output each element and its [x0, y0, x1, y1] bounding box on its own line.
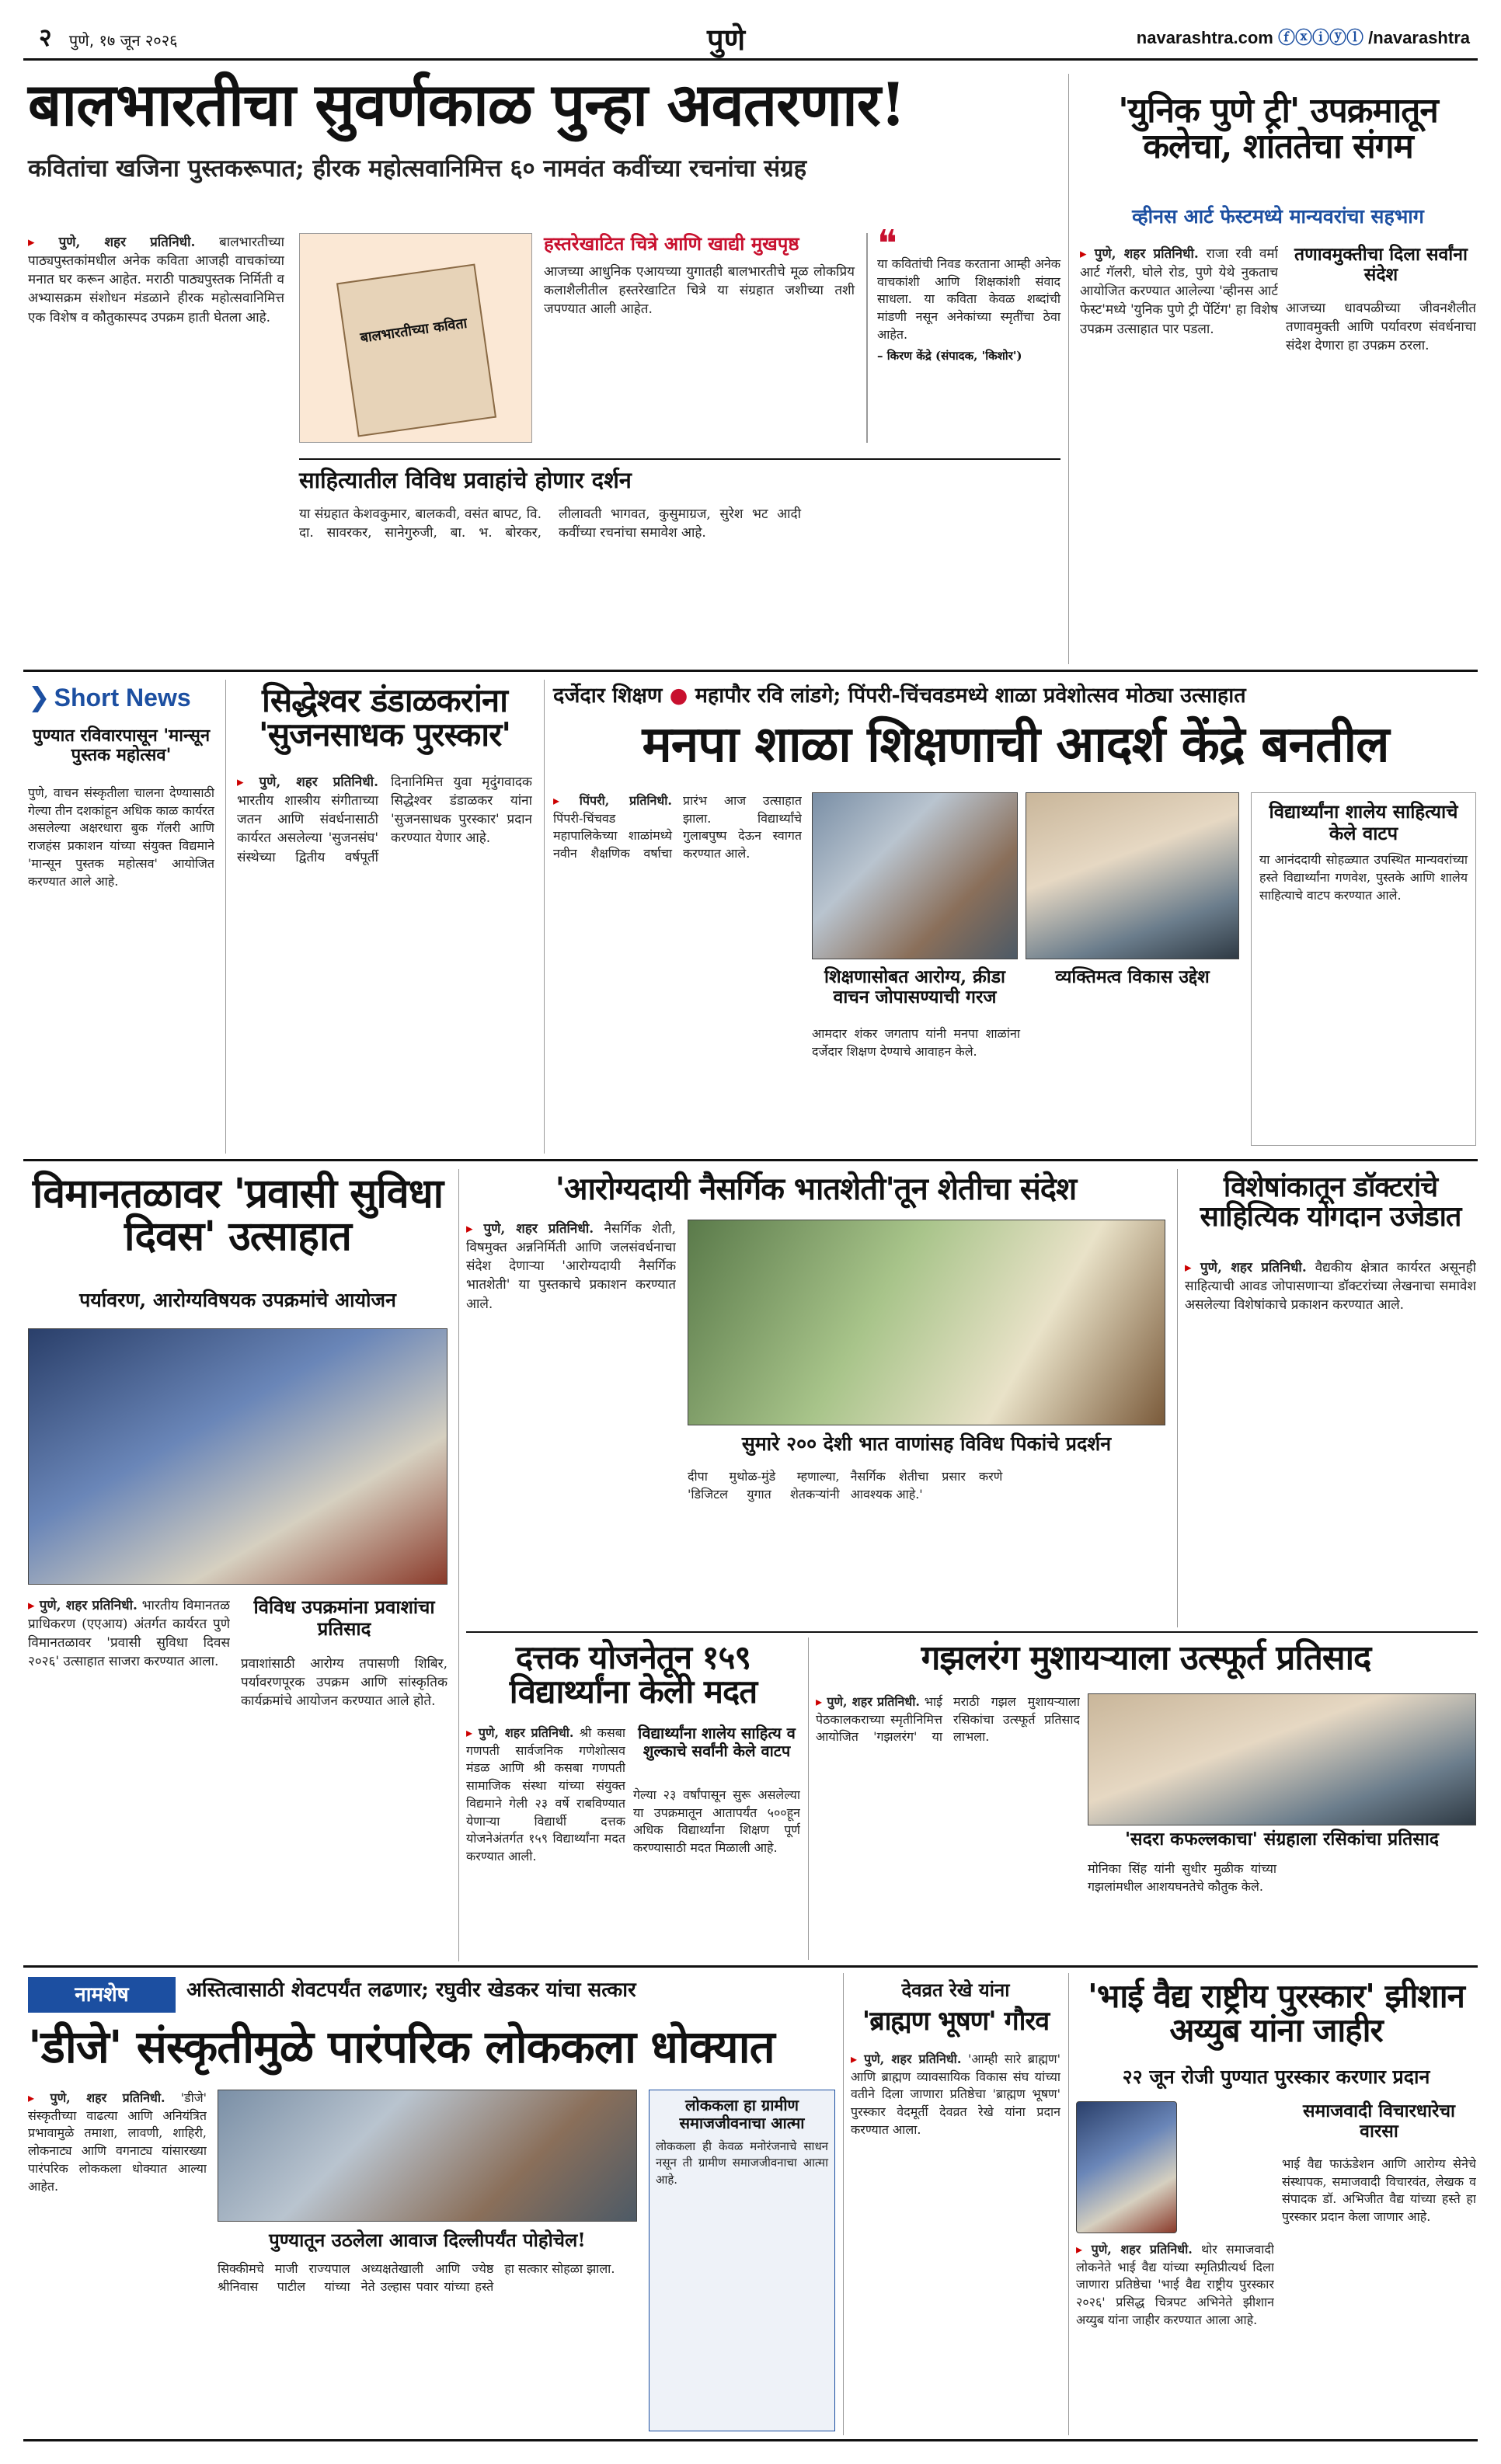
section-rule [466, 1631, 1478, 1633]
quote-icon: ❝ [877, 222, 897, 266]
pcmc-kicker: दर्जेदार शिक्षण ● महापौर रवि लांडगे; पिंपरी-चिंचवडमध्ये शाळा प्रवेशोत्सव मोठ्या उत्साहात [553, 684, 1246, 708]
folk-text: ▸ पुणे, शहर प्रतिनिधी. 'डीजे' संस्कृतीच्या वाढत्या आणि अनियंत्रित प्रभावामुळे तमाशा, लावणी, शाहिरी, लोकनाट्य आणि वगनाट्य यांसारख्या पारंपरिक लोककला धोक्यात आल्या आहेत. [28, 2090, 207, 2431]
airport-side-text: प्रवाशांसाठी आरोग्य तपासणी शिबिर, पर्यावरणपूरक उपक्रम आणि सांस्कृतिक कार्यक्रमांचे आयोजन करण्यात आले होते. [241, 1656, 448, 1710]
page-city: पुणे [707, 22, 746, 57]
airport-photo [28, 1328, 448, 1585]
folk-side-text: सिक्कीमचे माजी राज्यपाल श्रीनिवास पाटील यांच्या अध्यक्षतेखाली आणि ज्येष्ठ नेते उल्हास पवार यांच्या हस्ते हा सत्कार सोहळा झाला. [218, 2261, 615, 2294]
vaidya-subhead: २२ जून रोजी पुण्यात पुरस्कार करणार प्रदान [1122, 2066, 1430, 2088]
column-divider [808, 1637, 809, 1960]
column-divider [458, 1169, 459, 1961]
brahman-kicker: देवव्रत रेखे यांना [901, 1979, 1010, 2001]
short-news-label: ❯ Short News [28, 682, 191, 713]
vaidya-text: ▸ पुणे, शहर प्रतिनिधी. थोर समाजवादी लोकनेते भाई वैद्य यांच्या स्मृतिप्रीत्यर्थ दिला जाणारा प्रतिष्ठेचा 'भाई वैद्य राष्ट्रीय पुरस्कार २०२६' प्रसिद्ध चित्रपट अभिनेते झीशान अय्युब यांना जाहीर करण्यात आला आहे. [1076, 2241, 1274, 2431]
folk-box [649, 2090, 835, 2431]
vaidya-headline: 'भाई वैद्य राष्ट्रीय पुरस्कार' झीशान अय्युब यांना जाहीर [1088, 1977, 1464, 2050]
vaidya-portrait [1076, 2101, 1177, 2233]
brahman-headline: 'ब्राह्मण भूषण' गौरव [862, 2006, 1050, 2037]
airport-side-title: विविध उपक्रमांना प्रवाशांचा प्रतिसाद [253, 1596, 435, 1640]
page-number-date: २ पुणे, १७ जून २०२६ [39, 23, 178, 52]
pcmc-photo-2 [1026, 792, 1239, 959]
siddheshwar-headline: सिद्धेश्वर डंडाळकरांना 'सुजनसाधक पुरस्कार' [258, 681, 511, 754]
short-news-headline: पुण्यात रविवारपासून 'मान्सून पुस्तक महोत्सव' [32, 726, 211, 766]
quote-text: या कवितांची निवड करताना आम्ही अनेक वाचकांशी आणि शिक्षकांशी संवाद साधला. या कविता केवळ शब्दांची मांडणी नसून अनेकांच्या स्मृतींचा ठेवा आहेत. [877, 256, 1060, 342]
tension-free-title: तणावमुक्तीचा दिला सर्वांना संदेश [1294, 244, 1468, 286]
handdrawn-box-text: आजच्या आधुनिक एआयच्या युगातही बालभारतीचे मूळ लोकप्रिय कलाशैलीतील हस्तरेखाटित चित्रे या संग्रहात जशीच्या तशी जपण्यात आली आहेत. [544, 263, 855, 317]
page-header [23, 14, 1478, 61]
airport-headline: विमानतळावर 'प्रवासी सुविधा दिवस' उत्साहात [32, 1170, 444, 1260]
book-title: बालभारतीच्या कविता [359, 315, 468, 346]
pcmc-caption-text: आमदार शंकर जगताप यांनी मनपा शाळांना दर्जेदार शिक्षण देण्याचे आवाहन केले. [812, 1026, 1020, 1059]
vaidya-side-text: भाई वैद्य फाऊंडेशन आणि आरोग्य सेनेचे संस्थापक, समाजवादी विचारवंत, लेखक व संपादक डॉ. अभिजीत वैद्य यांच्या हस्ते हा पुरस्कार प्रदान केला जाणार आहे. [1282, 2156, 1476, 2225]
folk-photo [218, 2090, 637, 2222]
pcmc-caption-2: व्यक्तिमत्व विकास उद्देश [1055, 966, 1210, 987]
lead-subhead: कवितांचा खजिना पुस्तकरूपात; हीरक महोत्सवानिमित्त ६० नामवंत कवींच्या रचनांचा संग्रह [28, 155, 807, 183]
adoption-text: ▸ पुणे, शहर प्रतिनिधी. श्री कसबा गणपती सार्वजनिक गणेशोत्सव मंडळ आणि श्री कसबा गणपती सामाजिक संस्था यांच्या संयुक्त विद्यमाने गेली २३ वर्षे राबविण्यात येणाऱ्या विद्यार्थी दत्तक योजनेअंतर्गत १५९ विद्यार्थ्यांना मदत करण्यात आली. [466, 1724, 625, 1958]
bottom-rule [23, 2439, 1478, 2441]
folk-side-title: पुण्यातून उठलेला आवाज दिल्लीपर्यंत पोहोचेल! [269, 2229, 586, 2251]
ghazal-text: ▸ पुणे, शहर प्रतिनिधी. भाई पेठकालकराच्या स्मृतीनिमित्त आयोजित 'गझलरंग' या मराठी गझल मुशायऱ्याला रसिकांचा उत्स्फूर्त प्रतिसाद लाभला. [816, 1693, 1080, 1958]
adoption-side-title: विद्यार्थ्यांना शालेय साहित्य व शुल्काचे सर्वांनी केले वाटप [638, 1724, 796, 1760]
handdrawn-box-title: हस्तरेखाटित चित्रे आणि खाद्यी मुखपृष्ठ [544, 232, 799, 255]
column-divider [843, 1973, 844, 2435]
unique-tree-subhead: व्हीनस आर्ट फेस्टमध्ये मान्यवरांचा सहभाग [1132, 205, 1424, 228]
unique-tree-text: ▸ पुणे, शहर प्रतिनिधी. राजा रवी वर्मा आर्ट गॅलरी, घोले रोड, पुणे येथे नुकताच आयोजित करण्यात आलेल्या 'व्हीनस आर्ट फेस्ट'मध्ये 'युनिक पुणे ट्री पेंटिंग' हा विशेष उपक्रम उत्साहात पार पडला. [1080, 245, 1278, 656]
doctors-headline: विशेषांकातून डॉक्टरांचे साहित्यिक योगदान उजेडात [1200, 1171, 1461, 1233]
chevron-right-icon: ❯ [28, 682, 50, 713]
column-divider [1068, 1973, 1069, 2435]
ghazal-caption: 'सदरा कफल्लकाचा' संग्रहाला रसिकांचा प्रतिसाद [1125, 1829, 1439, 1850]
farming-caption: सुमारे २०० देशी भात वाणांसह विविध पिकांचे प्रदर्शन [741, 1432, 1112, 1455]
ghazal-caption-text: मोनिका सिंह यांनी सुधीर मुळीक यांच्या गझलांमधील आशयघनतेचे कौतुक केले. [1088, 1861, 1276, 1894]
pcmc-caption-1: शिक्षणासोबत आरोग्य, क्रीडा वाचन जोपासण्याची गरज [824, 966, 1005, 1008]
adoption-headline: दत्तक योजनेतून १५९ विद्यार्थ्यांना केली मदत [509, 1638, 757, 1711]
handdrawn-box [544, 233, 855, 443]
folk-box-text: लोककला ही केवळ मनोरंजनाचे साधन नसून ती ग्रामीण समाजजीवनाचा आत्मा आहे. [656, 2139, 828, 2187]
ghazal-photo [1088, 1693, 1476, 1825]
airport-text: ▸ पुणे, शहर प्रतिनिधी. भारतीय विमानतळ प्राधिकरण (एएआय) अंतर्गत कार्यरत पुणे विमानतळावर 'प्रवासी सुविधा दिवस २०२६' उत्साहात साजरा करण्यात आला. [28, 1596, 230, 1954]
pcmc-text: ▸ पिंपरी, प्रतिनिधी. पिंपरी-चिंचवड महापालिकेच्या शाळांमध्ये नवीन शैक्षणिक वर्षाचा प्रारंभ आज उत्साहात झाला. विद्यार्थ्यांचे गुलाबपुष्प देऊन स्वागत करण्यात आले. [553, 792, 802, 1146]
section-rule [23, 670, 1478, 672]
short-news-text: पुणे, वाचन संस्कृतीला चालना देण्यासाठी गेल्या तीन दशकांहून अधिक काळ कार्यरत असलेल्या अक्षरधारा बुक गॅलरी आणि राजहंस प्रकाशन यांच्या संयुक्त विद्यमाने 'मान्सून पुस्तक महोत्सव' आयोजित करण्यात आले आहे. [28, 785, 214, 889]
farming-headline: 'आरोग्यदायी नैसर्गिक भातशेती'तून शेतीचा संदेश [555, 1171, 1077, 1207]
book-image [336, 263, 496, 437]
site-link[interactable]: navarashtra.com ⓕⓧⓘⓨⓛ /navarashtra [1136, 28, 1470, 47]
folk-label: नामशेष [28, 1977, 176, 2013]
column-divider [225, 680, 226, 1154]
pcmc-headline: मनपा शाळा शिक्षणाची आदर्श केंद्रे बनतील [642, 715, 1389, 774]
doctors-text: ▸ पुणे, शहर प्रतिनिधी. वैद्यकीय क्षेत्रात कार्यरत असूनही साहित्याची आवड जोपासणाऱ्या डॉक्टरांच्या लेखनाचा समावेश असलेल्या विशेषांकाचे प्रकाशन करण्यात आले. [1185, 1258, 1476, 1624]
section-rule [23, 1159, 1478, 1161]
folk-kicker: अस्तित्वासाठी शेवटपर्यंत लढणार; रघुवीर खेडकर यांचा सत्कार [186, 1979, 636, 2002]
farming-photo [688, 1220, 1165, 1425]
folk-box-title: लोककला हा ग्रामीण समाजजीवनाचा आत्मा [679, 2096, 805, 2132]
column-divider [1068, 74, 1069, 664]
section-rule [23, 1965, 1478, 1968]
vaidya-side-title: समाजवादी विचारधारेचा वारसा [1302, 2100, 1456, 2142]
farming-caption-text: दीपा मुथोळ-मुंडे म्हणाल्या, 'डिजिटल युगात शेतकऱ्यांनी नैसर्गिक शेतीचा प्रसार करणे आवश्यक आहे.' [688, 1469, 1003, 1502]
quote-box [866, 222, 1060, 443]
pcmc-photo-1 [812, 792, 1018, 959]
column-divider [1177, 1169, 1178, 1627]
pcmc-side-text: या आनंददायी सोहळ्यात उपस्थित मान्यवरांच्या हस्ते विद्यार्थ्यांना गणवेश, पुस्तके आणि शालेय साहित्याचे वाटप करण्यात आले. [1259, 852, 1468, 903]
folk-headline: 'डीजे' संस्कृतीमुळे पारंपरिक लोककला धोक्यात [28, 2020, 775, 2073]
unique-tree-headline: 'युनिक पुणे ट्री' उपक्रमातून कलेचा, शांततेचा संगम [1118, 91, 1438, 167]
tension-free-text: आजच्या धावपळीच्या जीवनशैलीत तणावमुक्ती आणि पर्यावरण संवर्धनाचा संदेश देणारा हा उपक्रम ठरला. [1286, 301, 1476, 354]
farming-text: ▸ पुणे, शहर प्रतिनिधी. नैसर्गिक शेती, विषमुक्त अन्ननिर्मिती आणि जलसंवर्धनाचा संदेश देणाऱ्या 'आरोग्यदायी नैसर्गिक भातशेती' या पुस्तकाचे प्रकाशन करण्यात आले. [466, 1220, 676, 1624]
brahman-text: ▸ पुणे, शहर प्रतिनिधी. 'आम्ही सारे ब्राह्मण' आणि ब्राह्मण व्यावसायिक विकास संघ यांच्या वतीने दिला जाणारा प्रतिष्ठेचा 'ब्राह्मण भूषण' पुरस्कार वेदमूर्ती देवव्रत रेखे यांना प्रदान करण्यात आला. [851, 2051, 1060, 2431]
airport-subhead: पर्यावरण, आरोग्यविषयक उपक्रमांचे आयोजन [79, 1289, 396, 1311]
book-cover [299, 233, 532, 443]
quote-author: – किरण केंद्रे (संपादक, 'किशोर') [877, 349, 1022, 364]
lead-col1: ▸ पुणे, शहर प्रतिनिधी. बालभारतीच्या पाठ्यपुस्तकांमधील अनेक कविता आजही वाचकांच्या मनात घर करून आहेत. मराठी पाठ्यपुस्तक निर्मिती व अभ्यासक्रम संशोधन मंडळाने हीरक महोत्सवानिमित्त एक विशेष व कौतुकास्पद उपक्रम हाती घेतला आहे. [28, 233, 284, 653]
lead-section-text: या संग्रहात केशवकुमार, बालकवी, वसंत बापट, वि. दा. सावरकर, सानेगुरुजी, बा. भ. बोरकर, लीलावती भागवत, कुसुमाग्रज, सुरेश भट आदी कवींच्या रचनांचा समावेश आहे. [299, 506, 801, 541]
lead-section-title: साहित्यातील विविध प्रवाहांचे होणार दर्शन [299, 458, 1060, 493]
pcmc-side-title: विद्यार्थ्यांना शालेय साहित्याचे केले वाटप [1269, 800, 1458, 844]
ghazal-headline: गझलरंग मुशायऱ्याला उत्स्फूर्त प्रतिसाद [921, 1638, 1371, 1678]
adoption-side-text: गेल्या २३ वर्षांपासून सुरू असलेल्या या उपक्रमातून आतापर्यंत ५००हून अधिक विद्यार्थ्यांना शिक्षण पूर्ण करण्यासाठी मदत मिळाली आहे. [633, 1787, 800, 1856]
lead-headline: बालभारतीचा सुवर्णकाळ पुन्हा अवतरणार! [28, 70, 906, 139]
siddheshwar-text: ▸ पुणे, शहर प्रतिनिधी. भारतीय शास्त्रीय संगीताच्या जतन आणि संवर्धनासाठी कार्यरत असलेल्या 'सुजनसंघ' संस्थेच्या द्वितीय वर्षपूर्ती दिनानिमित्त युवा मृदुंगवादक सिद्धेश्वर डंडाळकर यांना 'सुजनसाधक पुरस्कार' प्रदान करण्यात येणार आहे. [237, 773, 532, 1146]
pcmc-side-box [1251, 792, 1476, 1146]
column-divider [544, 680, 545, 1154]
